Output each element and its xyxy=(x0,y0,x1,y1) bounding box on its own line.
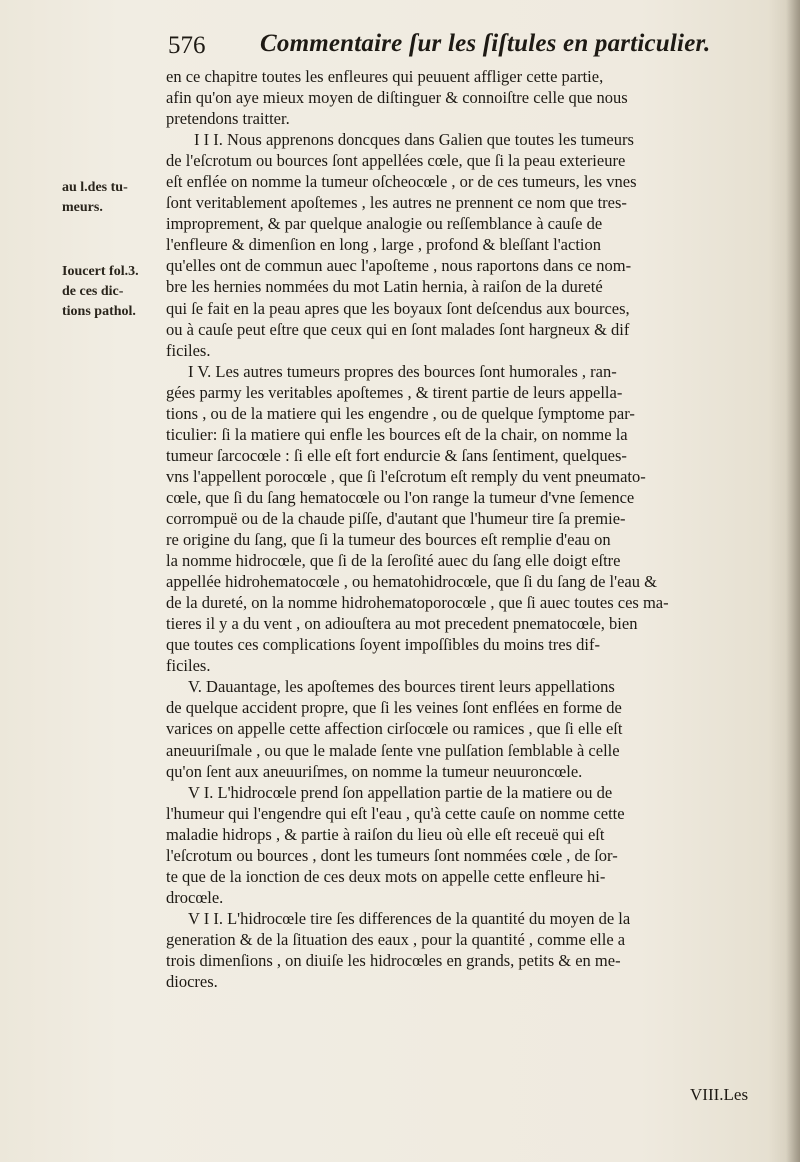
text-line: afin qu'on aye mieux moyen de diſtinguer & connoiſtre celle que nous xyxy=(166,88,628,108)
text-line: I V. Les autres tumeurs propres des bources ſont humorales , ran- xyxy=(188,361,617,381)
text-line: improprement, & par quelque analogie ou reſſemblance à cauſe de xyxy=(166,214,603,234)
text-line: qu'on ſent aux aneuuriſmes, on nomme la tumeur neuuroncœle. xyxy=(166,761,583,781)
text-line: qui ſe fait en la peau apres que les boyaux ſont deſcendus aux bources, xyxy=(166,298,630,318)
text-line: gées parmy les veritables apoſtemes , & tirent partie de leurs appella- xyxy=(166,382,623,402)
text-line: trois dimenſions , on diuiſe les hidrocœles en grands, petits & en me- xyxy=(166,950,621,970)
margin-note-line: au l.des tu- xyxy=(62,180,128,195)
margin-note-ioucert xyxy=(62,262,162,322)
text-line: re origine du ſang, que ſi la tumeur des bources eſt remplie d'eau on xyxy=(166,530,611,550)
text-line: ficiles. xyxy=(166,656,211,676)
text-line: vns l'appellent porocœle , que ſi l'eſcrotum eſt remply du vent pneumato- xyxy=(166,466,646,486)
text-line: l'enfleure & dimenſion en long , large , profond & bleſſant l'action xyxy=(166,235,601,255)
text-line: de quelque accident propre, que ſi les veines ſont enflées en forme de xyxy=(166,698,622,718)
margin-note-line: tions pathol. xyxy=(62,304,136,319)
text-line: cœle, que ſi du ſang hematocœle ou l'on range la tumeur d'vne ſemence xyxy=(166,487,635,507)
margin-note-line: Ioucert fol.3. xyxy=(62,264,139,279)
text-line: varices on appelle cette affection cirſocœle ou ramices , que ſi elle eſt xyxy=(166,719,623,739)
margin-note-galien xyxy=(62,178,162,218)
text-line: diocres. xyxy=(166,972,218,992)
text-line: V I I. L'hidrocœle tire ſes differences de la quantité du moyen de la xyxy=(188,908,631,928)
text-line: corrompuë ou de la chaude piſſe, d'autant que l'humeur tire ſa premie- xyxy=(166,508,626,528)
text-line: pretendons traitter. xyxy=(166,109,290,129)
text-line: aneuuriſmale , ou que le malade ſente vne pulſation ſemblable à celle xyxy=(166,740,620,760)
text-line: generation & de la ſituation des eaux , pour la quantité , comme elle a xyxy=(166,929,626,949)
running-title: Commentaire ſur les ſiſtules en particulier. xyxy=(260,30,711,57)
text-line: bre les hernies nommées du mot Latin hernia, à raiſon de la dureté xyxy=(166,277,603,297)
text-line: tieres il y a du vent , on adiouſtera au mot precedent pnematocœle, bien xyxy=(166,614,638,634)
text-line: ou à cauſe peut eſtre que ceux qui en ſont malades ſont hargneux & dif xyxy=(166,319,630,339)
text-line: V. Dauantage, les apoſtemes des bources tirent leurs appellations xyxy=(188,677,615,697)
text-line: que toutes ces complications ſoyent impoſſibles du moins tres dif- xyxy=(166,635,600,655)
text-line: de l'eſcrotum ou bources ſont appellées cœle, que ſi la peau exterieure xyxy=(166,151,626,171)
catchword: VIII.Les xyxy=(690,1085,749,1104)
body-text xyxy=(166,66,766,992)
text-line: tumeur ſarcocœle : ſi elle eſt fort endurcie & ſans ſentiment, quelques- xyxy=(166,445,627,465)
margin-note-line: meurs. xyxy=(62,200,103,215)
text-line: V I. L'hidrocœle prend ſon appellation partie de la matiere ou de xyxy=(188,782,613,802)
text-line: tions , ou de la matiere qui les engendre , ou de quelque ſymptome par- xyxy=(166,403,635,423)
page-number: 576 xyxy=(168,32,206,59)
text-line: ficiles. xyxy=(166,340,211,360)
text-line: en ce chapitre toutes les enfleures qui peuuent affliger cette partie, xyxy=(166,67,604,86)
text-line: te que de la ionction de ces deux mots on appelle cette enfleure hi- xyxy=(166,866,606,886)
text-line: appellée hidrohematocœle , ou hematohidrocœle, que ſi du ſang de l'eau & xyxy=(166,572,657,592)
text-line: I I I. Nous apprenons doncques dans Galien que toutes les tumeurs xyxy=(194,130,634,150)
text-line: eſt enflée on nomme la tumeur oſcheocœle , or de ces tumeurs, les vnes xyxy=(166,172,637,192)
text-line: la nomme hidrocœle, que ſi de la ſeroſité auec du ſang elle doigt eſtre xyxy=(166,551,621,571)
text-line: maladie hidrops , & partie à raiſon du lieu où elle eſt receuë qui eſt xyxy=(166,824,605,844)
text-line: drocœle. xyxy=(166,887,224,907)
binding-shadow xyxy=(786,0,800,1162)
text-line: qu'elles ont de commun auec l'apoſteme , nous raportons dans ce nom- xyxy=(166,256,632,276)
text-line: l'eſcrotum ou bources , dont les tumeurs ſont nommées cœle , de ſor- xyxy=(166,845,618,865)
text-line: l'humeur qui l'engendre qui eſt l'eau , qu'à cette cauſe on nomme cette xyxy=(166,803,625,823)
margin-note-line: de ces dic- xyxy=(62,284,124,299)
running-header xyxy=(168,30,768,70)
text-line: ticulier: ſi la matiere qui enfle les bources eſt de la chair, on nomme la xyxy=(166,424,628,444)
text-line: ſont veritablement apoſtemes , les autres ne prennent ce nom que tres- xyxy=(166,193,627,213)
text-line: de la dureté, on la nomme hidrohematoporocœle , que ſi auec toutes ces ma- xyxy=(166,593,669,613)
